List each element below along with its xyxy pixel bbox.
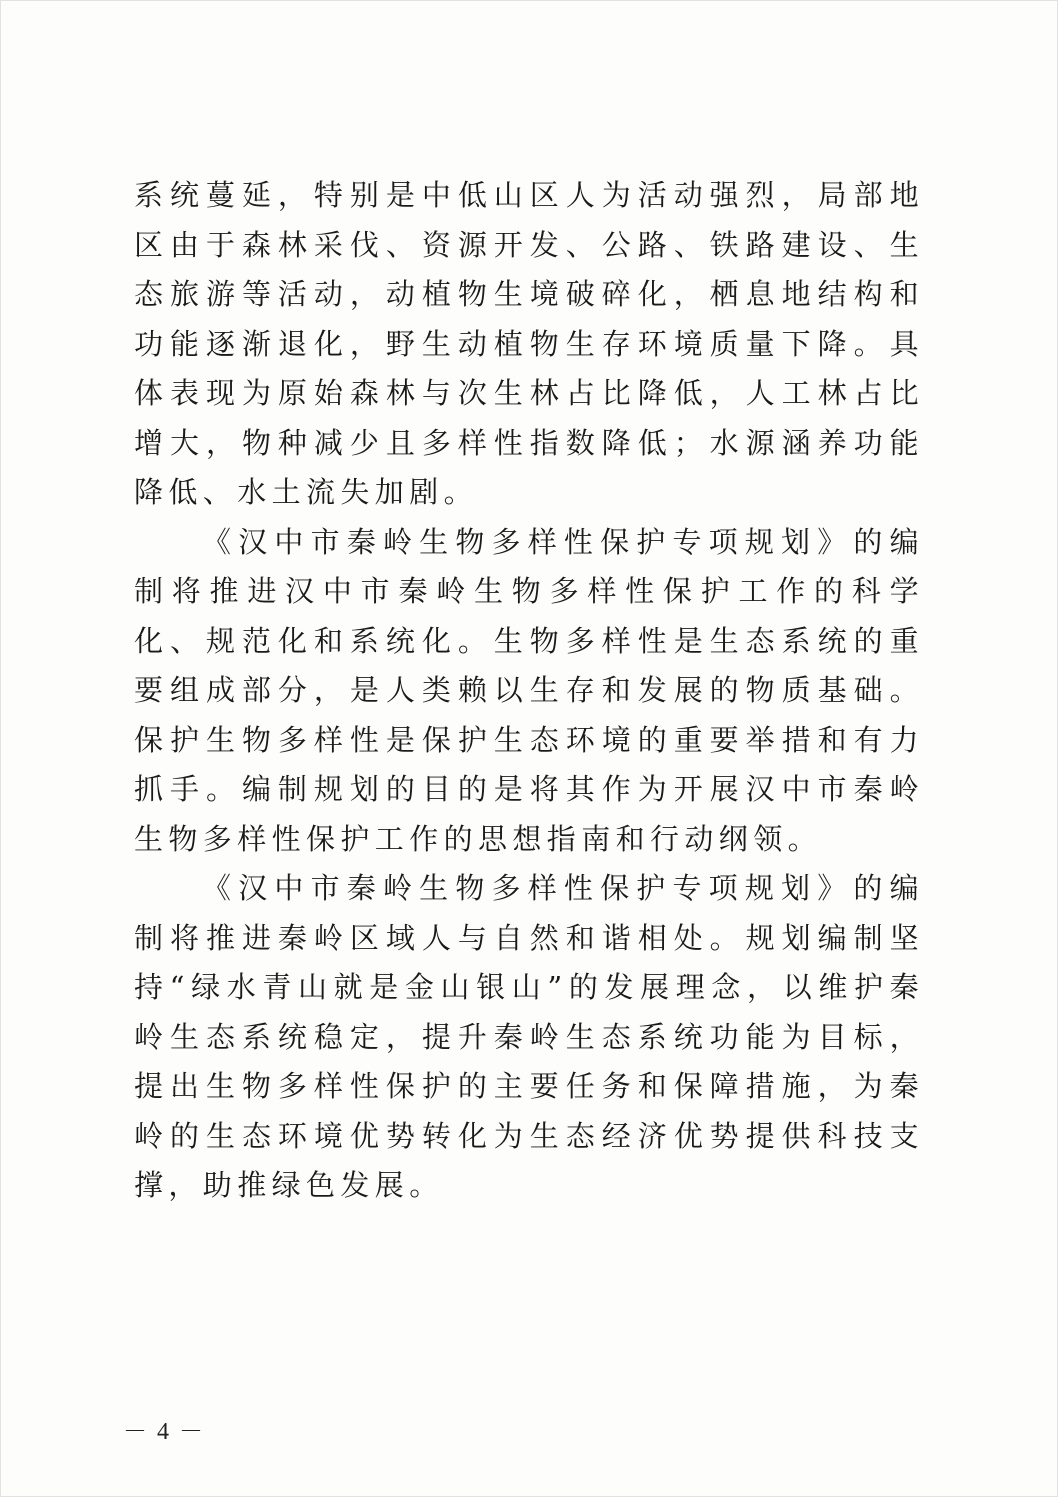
- paragraph-continuation: 系统蔓延，特别是中低山区人为活动强烈，局部地区由于森林采伐、资源开发、公路、铁路建设、生态旅游等活动，动植物生境破碎化，栖息地结构和功能逐渐退化，野生动植物生存环境质量下降。具体表现为原始森林与次生林占比降低，人工林占比增大，物种减少且多样性指数降低；水源涵养功能降低、水土流失加剧。: [134, 178, 924, 509]
- document-body: [134, 171, 924, 1211]
- page-number: － 4 －: [123, 1419, 205, 1445]
- paragraph-harmony: 《汉中市秦岭生物多样性保护专项规划》的编制将推进秦岭区域人与自然和谐相处。规划编制坚持“绿水青山就是金山银山”的发展理念，以维护秦岭生态系统稳定，提升秦岭生态系统功能为目标，提出生物多样性保护的主要任务和保障措施，为秦岭的生态环境优势转化为生态经济优势提供科技支撑，助推绿色发展。: [134, 871, 924, 1202]
- paragraph-planning-purpose: 《汉中市秦岭生物多样性保护专项规划》的编制将推进汉中市秦岭生物多样性保护工作的科学化、规范化和系统化。生物多样性是生态系统的重要组成部分，是人类赖以生存和发展的物质基础。保护生物多样性是保护生态环境的重要举措和有力抓手。编制规划的目的是将其作为开展汉中市秦岭生物多样性保护工作的思想指南和行动纲领。: [134, 524, 924, 856]
